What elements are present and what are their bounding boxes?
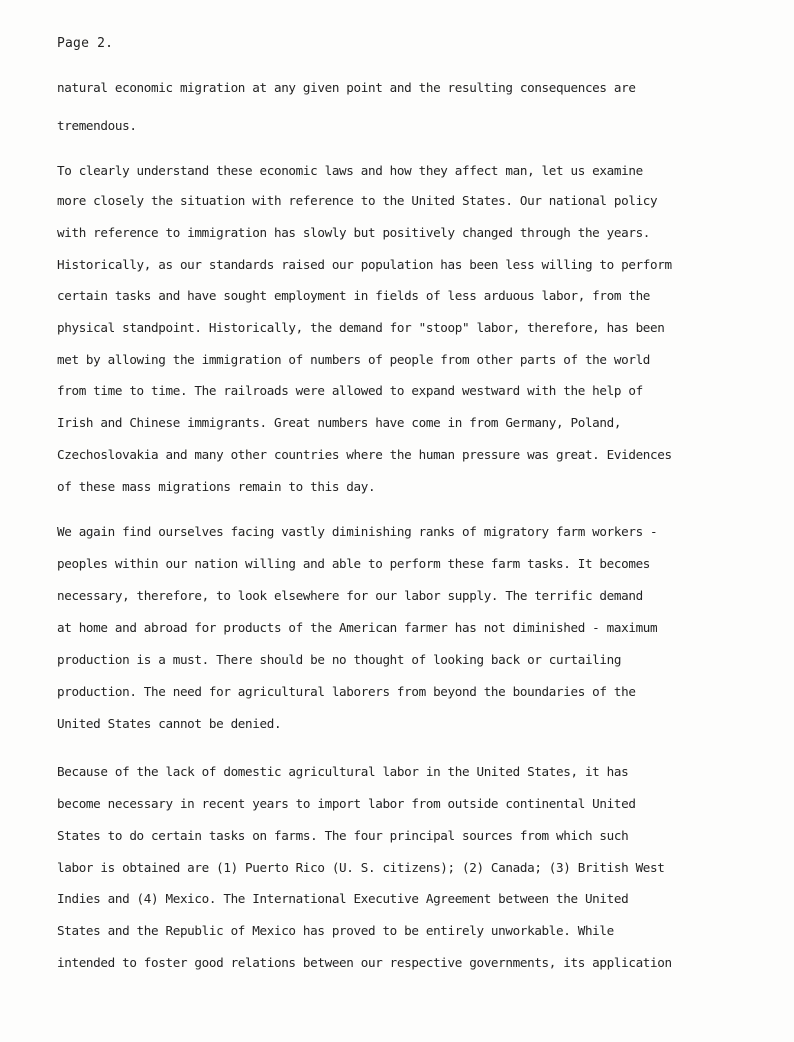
text-line: of these mass migrations remain to this day. bbox=[57, 479, 376, 494]
text-line: We again find ourselves facing vastly diminishing ranks of migratory farm workers - bbox=[57, 524, 658, 539]
text-line: To clearly understand these economic laws and how they affect man, let us examine bbox=[57, 163, 643, 178]
text-line: with reference to immigration has slowly but positively changed through the years. bbox=[57, 225, 651, 240]
text-line: Irish and Chinese immigrants. Great numbers have come in from Germany, Poland, bbox=[57, 415, 622, 430]
text-line: labor is obtained are (1) Puerto Rico (U. S. citizens); (2) Canada; (3) British West bbox=[57, 860, 665, 875]
text-line: production. The need for agricultural laborers from beyond the boundaries of the bbox=[57, 684, 636, 699]
text-line: Indies and (4) Mexico. The International Executive Agreement between the United bbox=[57, 891, 629, 906]
text-line: States and the Republic of Mexico has proved to be entirely unworkable. While bbox=[57, 923, 614, 938]
text-line: Historically, as our standards raised our population has been less willing to perform bbox=[57, 257, 672, 272]
text-line: United States cannot be denied. bbox=[57, 716, 282, 731]
text-line: certain tasks and have sought employment in fields of less arduous labor, from the bbox=[57, 288, 651, 303]
text-line: production is a must. There should be no thought of looking back or curtailing bbox=[57, 652, 622, 667]
text-line: States to do certain tasks on farms. The four principal sources from which such bbox=[57, 828, 629, 843]
text-line: become necessary in recent years to import labor from outside continental United bbox=[57, 796, 636, 811]
text-line: more closely the situation with reference to the United States. Our national policy bbox=[57, 193, 658, 208]
text-line: natural economic migration at any given point and the resulting consequences are bbox=[57, 80, 636, 95]
text-line: Because of the lack of domestic agricultural labor in the United States, it has bbox=[57, 764, 629, 779]
page-number: Page 2. bbox=[57, 36, 114, 51]
text-line: intended to foster good relations between our respective governments, its application bbox=[57, 955, 672, 970]
text-line: peoples within our nation willing and able to perform these farm tasks. It becomes bbox=[57, 556, 651, 571]
text-line: met by allowing the immigration of numbers of people from other parts of the world bbox=[57, 352, 651, 367]
text-line: necessary, therefore, to look elsewhere for our labor supply. The terrific demand bbox=[57, 588, 643, 603]
text-line: tremendous. bbox=[57, 118, 137, 133]
text-line: from time to time. The railroads were allowed to expand westward with the help of bbox=[57, 383, 643, 398]
text-line: physical standpoint. Historically, the demand for "stoop" labor, therefore, has been bbox=[57, 320, 665, 335]
text-line: Czechoslovakia and many other countries where the human pressure was great. Evidences bbox=[57, 447, 672, 462]
text-line: at home and abroad for products of the American farmer has not diminished - maximum bbox=[57, 620, 658, 635]
